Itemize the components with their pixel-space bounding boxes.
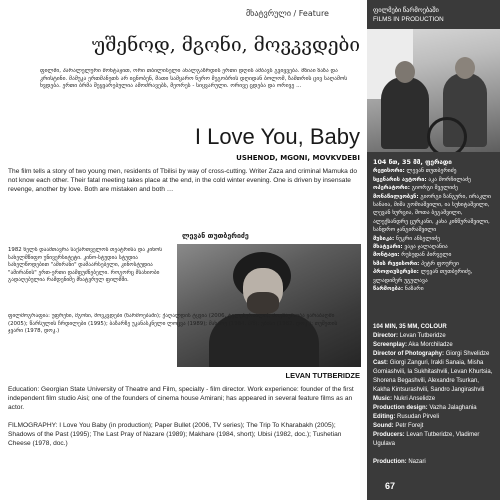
credit-names: აკა მორჩილაძე bbox=[428, 176, 471, 183]
credit-line bbox=[373, 268, 497, 285]
filmography-english: FILMOGRAPHY: I Love You Baby (in production); Paper Bullet (2006, TV series); The Trip To Kharabakh (2005); Shadows of the Past (1995); The Last Pray of Nazare (1989); Makhare (1984, short); Ubisi (1982, doc.); Tushetian Cheese (1978, doc.) bbox=[8, 422, 342, 447]
production-label-english: FILMS IN PRODUCTION bbox=[373, 15, 444, 23]
credit-role: Director of Photography: bbox=[373, 351, 445, 357]
credit-names: Nazari bbox=[408, 459, 426, 465]
credit-role: მონაწილეობენ: bbox=[373, 193, 419, 200]
production-label-georgian: ფილმები წარმოებაში bbox=[373, 7, 439, 14]
synopsis-georgian: ფილმი, პარალელური მონტაჟით, ორი თბილისელი ახალგაზრდის ერთი დღის ამბავს გვიყვება. მზიაი ზაზა და კრისტინი. მამუკა ერთმანეთს არ იცნობენ, მათი სამყარო ნერო მეგობრის დღიდან ბოლომ, ზამთრის ცივ საღამოს ხვდება. ერთი ბრმა შეყვარებულია ამოძრავებს, მეორეს - სიყვარული. ორივე ცდება და ორივე ... bbox=[40, 68, 348, 90]
photo-shape bbox=[395, 61, 415, 83]
credit-names: Giorgi Shvelidze bbox=[445, 351, 490, 357]
credits-georgian bbox=[373, 158, 497, 294]
photo-shape bbox=[247, 292, 279, 314]
tech-specs-georgian: 104 წთ, 35 მმ, ფერადი bbox=[373, 158, 452, 166]
filmography-georgian: ფილმოგრაფია: უფრენი, მგონი, მოვკვდები (წარმოებაში); ქაღალდის ტყვია (2006, ტელესერიალი); მოგზაურობა ყარაბაღში (2005); წარსულის ჩრდილები (1995); ბაზარზე უკანასკნელი ლოცვა (1989); მახარე (1984, მ/მ); უბისი (1982, დოკ.); თუშეთის ჯვარი (1978, დოკ.) bbox=[8, 313, 338, 335]
credit-names: გიორგი შველიძე bbox=[411, 185, 458, 192]
credit-role: რეჟისორი: bbox=[373, 168, 405, 175]
credit-line bbox=[373, 422, 497, 431]
credit-names: Giorgi Zanguri, Irakli Sanaia, Misha Gomiashvili, Ia Sukhitashvili, Levan Khurtsia, Shorena Begashvili, Alexandre Tsurkan, Kakha Kintsurashvili, Sandro Jangirashvili bbox=[373, 360, 493, 393]
credit-role: მონტაჟი: bbox=[373, 252, 400, 259]
credit-role: წარმოება: bbox=[373, 286, 404, 293]
photo-shape bbox=[381, 77, 429, 149]
photo-shape bbox=[455, 57, 475, 79]
credit-names: Levan Tutberidze bbox=[399, 333, 446, 339]
page-number-box bbox=[367, 481, 413, 500]
credit-names: Aka Morchiladze bbox=[408, 342, 453, 348]
credit-role: Sound: bbox=[373, 423, 394, 429]
director-education-english: Education: Georgian State University of Theatre and Film, specialty - film director. Work experience: founder of the first independent film studio Aisi; one of the founders of cinema house Amirani; has appeared in several feature films as an actor. bbox=[8, 386, 354, 411]
credit-role: Cast: bbox=[373, 360, 389, 366]
credit-role: ხმის რეჟისორი: bbox=[373, 260, 420, 267]
credits-english bbox=[373, 323, 497, 467]
credit-line bbox=[373, 359, 497, 395]
credit-role: Producers: bbox=[373, 432, 405, 438]
credit-line bbox=[373, 285, 497, 293]
tech-specs-english: 104 MIN, 35 MM, COLOUR bbox=[373, 324, 447, 330]
credit-names: Nukri Anselidze bbox=[393, 396, 436, 402]
director-portrait-photo bbox=[177, 244, 361, 367]
credit-role: სცენარის ავტორი: bbox=[373, 176, 427, 183]
credit-role: მუსიკა: bbox=[373, 235, 395, 242]
credits-list-english bbox=[373, 332, 497, 449]
credit-role: Production: bbox=[373, 459, 407, 465]
credit-names: რუსუდან პირველი bbox=[401, 252, 452, 259]
credit-line bbox=[373, 167, 497, 175]
credit-role: Screenplay: bbox=[373, 342, 408, 348]
credit-role: ოპერატორი: bbox=[373, 185, 410, 192]
credit-names: Petr Forejt bbox=[395, 423, 424, 429]
film-title-georgian: უშენოდ, მგონი, მოვკვდები bbox=[91, 34, 360, 56]
film-still-photo bbox=[367, 29, 500, 152]
credit-names: გიორგი ზანგური, ირაკლი სანაია, მიშა გომიაშვილი, ია სუხიტაშვილი, ლევან ხურცია, შოთა ბეგაშვილი, ალექსანდრე ცურკანი, კახა კინწურაშვილი, სანდრო ჯანგირაშვილი bbox=[373, 193, 491, 234]
credit-role: Director: bbox=[373, 333, 399, 339]
page-number: 67 bbox=[384, 481, 395, 491]
credit-role: მხატვარი: bbox=[373, 244, 403, 251]
director-name-georgian: ლევან თუთბერიძე bbox=[182, 232, 249, 240]
credit-line bbox=[373, 251, 497, 259]
credit-names: Rusudan Pirveli bbox=[397, 414, 440, 420]
credit-line bbox=[373, 235, 497, 243]
credit-names: ლევან თუთბერიძე bbox=[406, 168, 457, 175]
director-bio-georgian: 1982 წელს დაამთავრა საქართველოს თეატრისა და კინოს სახელმწიფო უნივერსიტეტი. კინო-სტუდია სტუდია სახელწოდებით "ამირანი" დამაარსებელი, კინოსტუდია "ამირანის" ერთ-ერთი დამფუძნებელი. როგორც მსახიობი გადაღებულია რამდენიმე მხატვრულ ფილმში. bbox=[8, 247, 163, 284]
credit-names: Vazha Jalaghania bbox=[429, 405, 477, 411]
credit-role: Editing: bbox=[373, 414, 396, 420]
credit-line bbox=[373, 404, 497, 413]
credit-names: Levan Tutberidze, Vladimer Ugulava bbox=[373, 432, 480, 447]
credit-role: პროდიუსერები: bbox=[373, 269, 419, 276]
wheelchair-wheel bbox=[427, 117, 467, 152]
credit-line bbox=[373, 184, 497, 192]
credit-line bbox=[373, 260, 497, 268]
credit-line bbox=[373, 458, 497, 467]
credit-line bbox=[373, 193, 497, 235]
credit-line bbox=[373, 395, 497, 404]
credits-sidebar bbox=[367, 0, 500, 500]
credit-line bbox=[373, 176, 497, 184]
credit-names: ნაზარი bbox=[404, 286, 424, 293]
credits-list-georgian bbox=[373, 167, 497, 293]
credit-line bbox=[373, 243, 497, 251]
credit-line bbox=[373, 350, 497, 359]
credit-role: Music: bbox=[373, 396, 393, 402]
credit-line bbox=[373, 431, 497, 449]
film-title-transliteration: USHENOD, MGONI, MOVKVDEBI bbox=[236, 154, 360, 162]
credit-role: Production design: bbox=[373, 405, 428, 411]
credit-names: პეტრ ფოურეი bbox=[421, 260, 459, 267]
films-in-production-header bbox=[373, 7, 495, 24]
section-label: მხატვრული / Feature bbox=[246, 9, 329, 18]
director-name-english: LEVAN TUTBERIDZE bbox=[285, 371, 360, 380]
credit-names: ნუკრი ანსელიძე bbox=[396, 235, 441, 242]
credit-names: ლევან თუთბერიძე, ვლადიმერ უგულავა bbox=[373, 269, 473, 284]
credit-line bbox=[373, 413, 497, 422]
film-title-english: I Love You, Baby bbox=[194, 124, 360, 149]
credit-names: ვაჟა ჯალაღანია bbox=[404, 244, 448, 251]
credit-line bbox=[373, 341, 497, 350]
synopsis-english: The film tells a story of two young men, residents of Tbilisi by way of cross-cutting. Writer Zaza and criminal Mamuka do not know each other. Their fatal meeting takes place at the end, in the cold winter evening. One is driven by insensate revenge, another by love. Both are mistaken and both … bbox=[8, 168, 357, 193]
credit-line bbox=[373, 332, 497, 341]
